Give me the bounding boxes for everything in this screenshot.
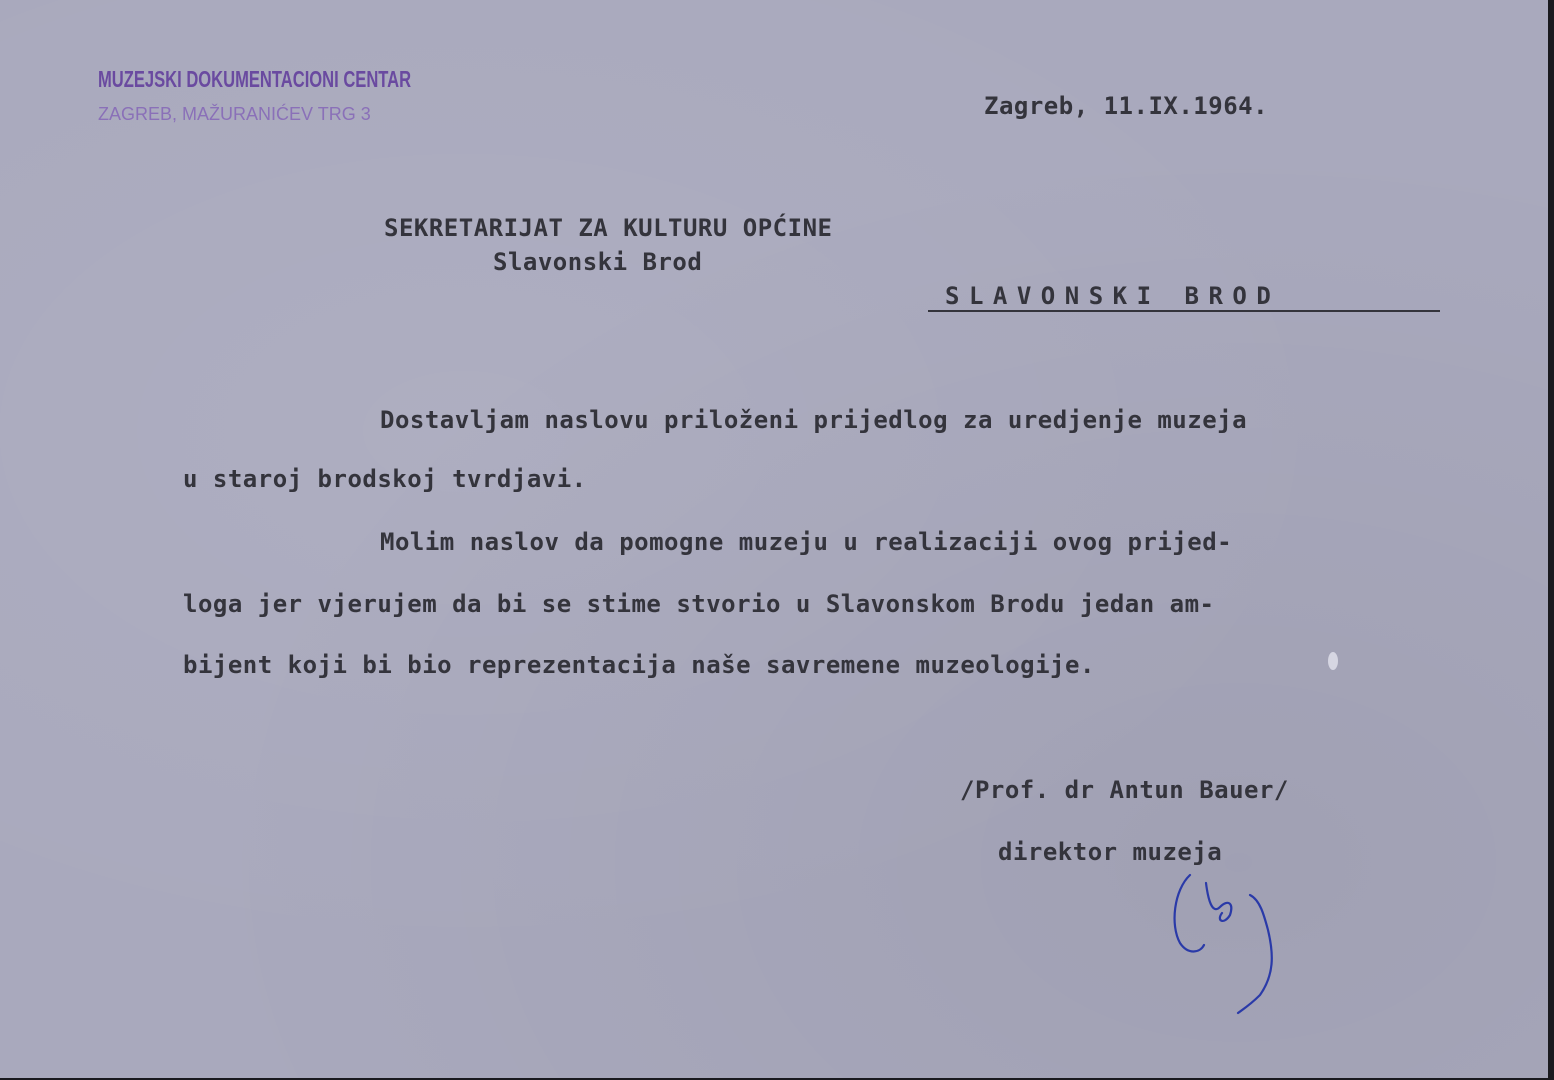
body-paragraph-1-line-1: Dostavljam naslovu priloženi prijedlog za uredjenje muzeja — [380, 406, 1248, 434]
signatory-title: direktor muzeja — [998, 838, 1223, 866]
recipient-city: SLAVONSKI BROD — [945, 282, 1281, 310]
paper-blemish — [1328, 652, 1338, 670]
recipient-name: SEKRETARIJAT ZA KULTURU OPĆINE — [384, 214, 833, 242]
body-paragraph-2-line-2: loga jer vjerujem da bi se stime stvorio u Slavonskom Brodu jedan am- — [183, 590, 1215, 618]
handwritten-signature — [1168, 855, 1288, 1015]
institution-stamp-name: MUZEJSKI DOKUMENTACIONI CENTAR — [98, 66, 412, 92]
body-paragraph-1-line-2: u staroj brodskoj tvrdjavi. — [183, 465, 587, 493]
signatory-name: /Prof. dr Antun Bauer/ — [960, 776, 1289, 804]
institution-stamp-address: ZAGREB, MAŽURANIĆEV TRG 3 — [98, 104, 371, 124]
letter-date: Zagreb, 11.IX.1964. — [984, 92, 1269, 120]
city-underline — [928, 310, 1440, 312]
body-paragraph-2-line-3: bijent koji bi bio reprezentacija naše savremene muzeologije. — [183, 651, 1095, 679]
body-paragraph-2-line-1: Molim naslov da pomogne muzeju u realizaciji ovog prijed- — [380, 528, 1233, 556]
scan-edge-right — [1548, 0, 1554, 1080]
recipient-location: Slavonski Brod — [493, 248, 703, 276]
